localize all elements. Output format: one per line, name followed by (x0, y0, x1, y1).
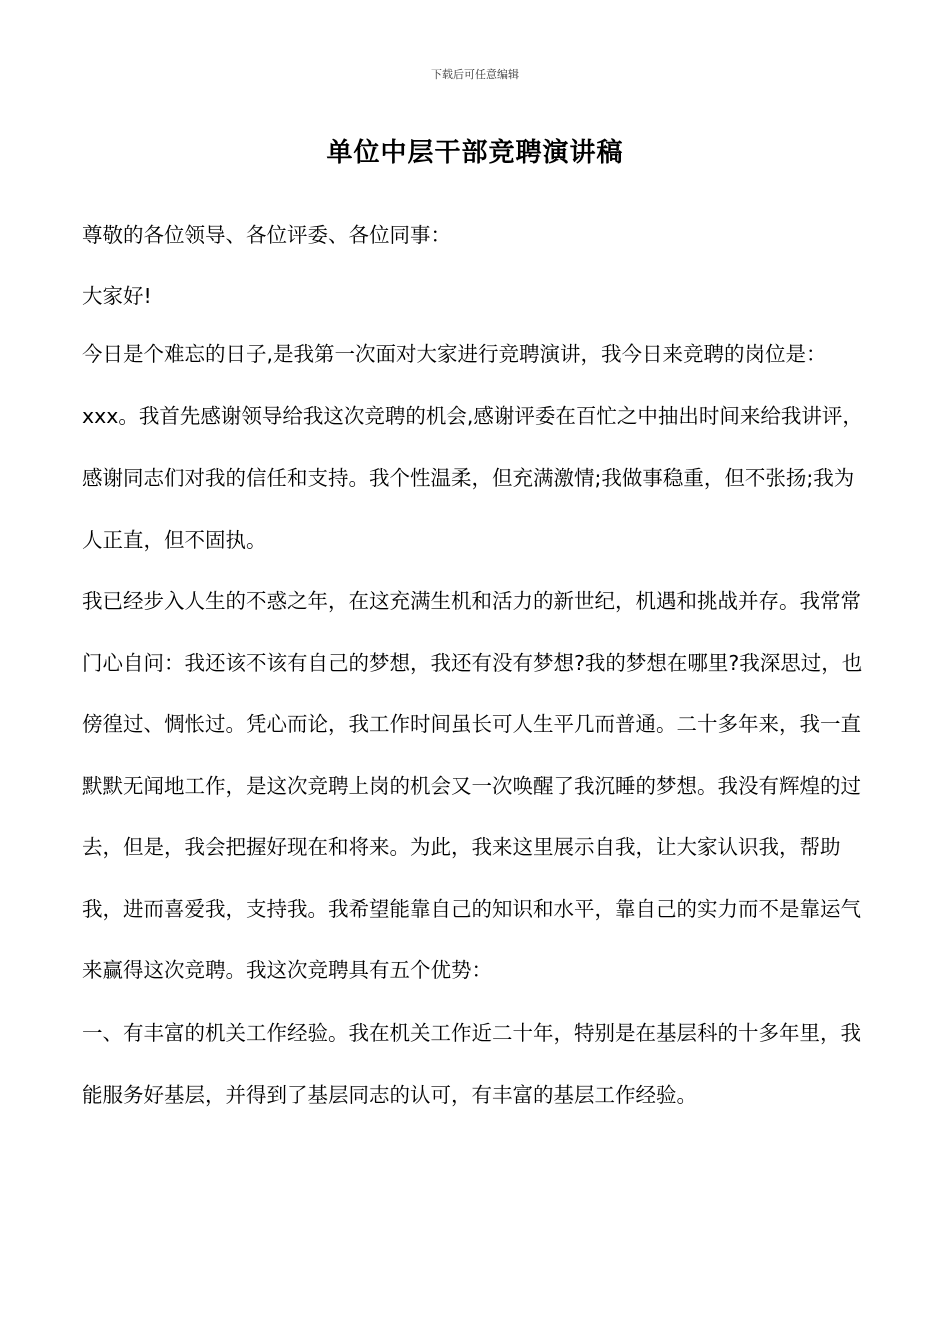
header-note: 下载后可任意编辑 (431, 68, 519, 81)
document-body (82, 220, 874, 1126)
greeting-paragraph: 尊敬的各位领导、各位评委、各位同事： (82, 223, 451, 247)
salutation-paragraph: 大家好! (82, 284, 152, 308)
body-paragraph-3: 一、有丰富的机关工作经验。我在机关工作近二十年，特别是在基层科的十多年里，我能服务好基层，并得到了基层同志的认可，有丰富的基层工作经验。 (82, 1020, 861, 1107)
body-paragraph-2: 我已经步入人生的不惑之年，在这充满生机和活力的新世纪，机遇和挑战并存。我常常门心自问：我还该不该有自己的梦想，我还有没有梦想?我的梦想在哪里?我深思过，也傍徨过、惆怅过。凭心而论，我工作时间虽长可人生平几而普通。二十多年来，我一直默默无闻地工作，是这次竞聘上岗的机会又一次唤醒了我沉睡的梦想。我没有辉煌的过去，但是，我会把握好现在和将来。为此，我来这里展示自我，让大家认识我，帮助我，进而喜爱我，支持我。我希望能靠自己的知识和水平，靠自己的实力而不是靠运气来赢得这次竞聘。我这次竞聘具有五个优势： (82, 589, 863, 982)
document-title: 单位中层干部竞聘演讲稿 (326, 138, 624, 168)
body-paragraph-1: 今日是个难忘的日子,是我第一次面对大家进行竞聘演讲，我今日来竞聘的岗位是：xxx。我首先感谢领导给我这次竞聘的机会,感谢评委在百忙之中抽出时间来给我讲评，感谢同志们对我的信任和支持。我个性温柔，但充满激情;我做事稳重，但不张扬;我为人正直，但不固执。 (82, 342, 863, 552)
